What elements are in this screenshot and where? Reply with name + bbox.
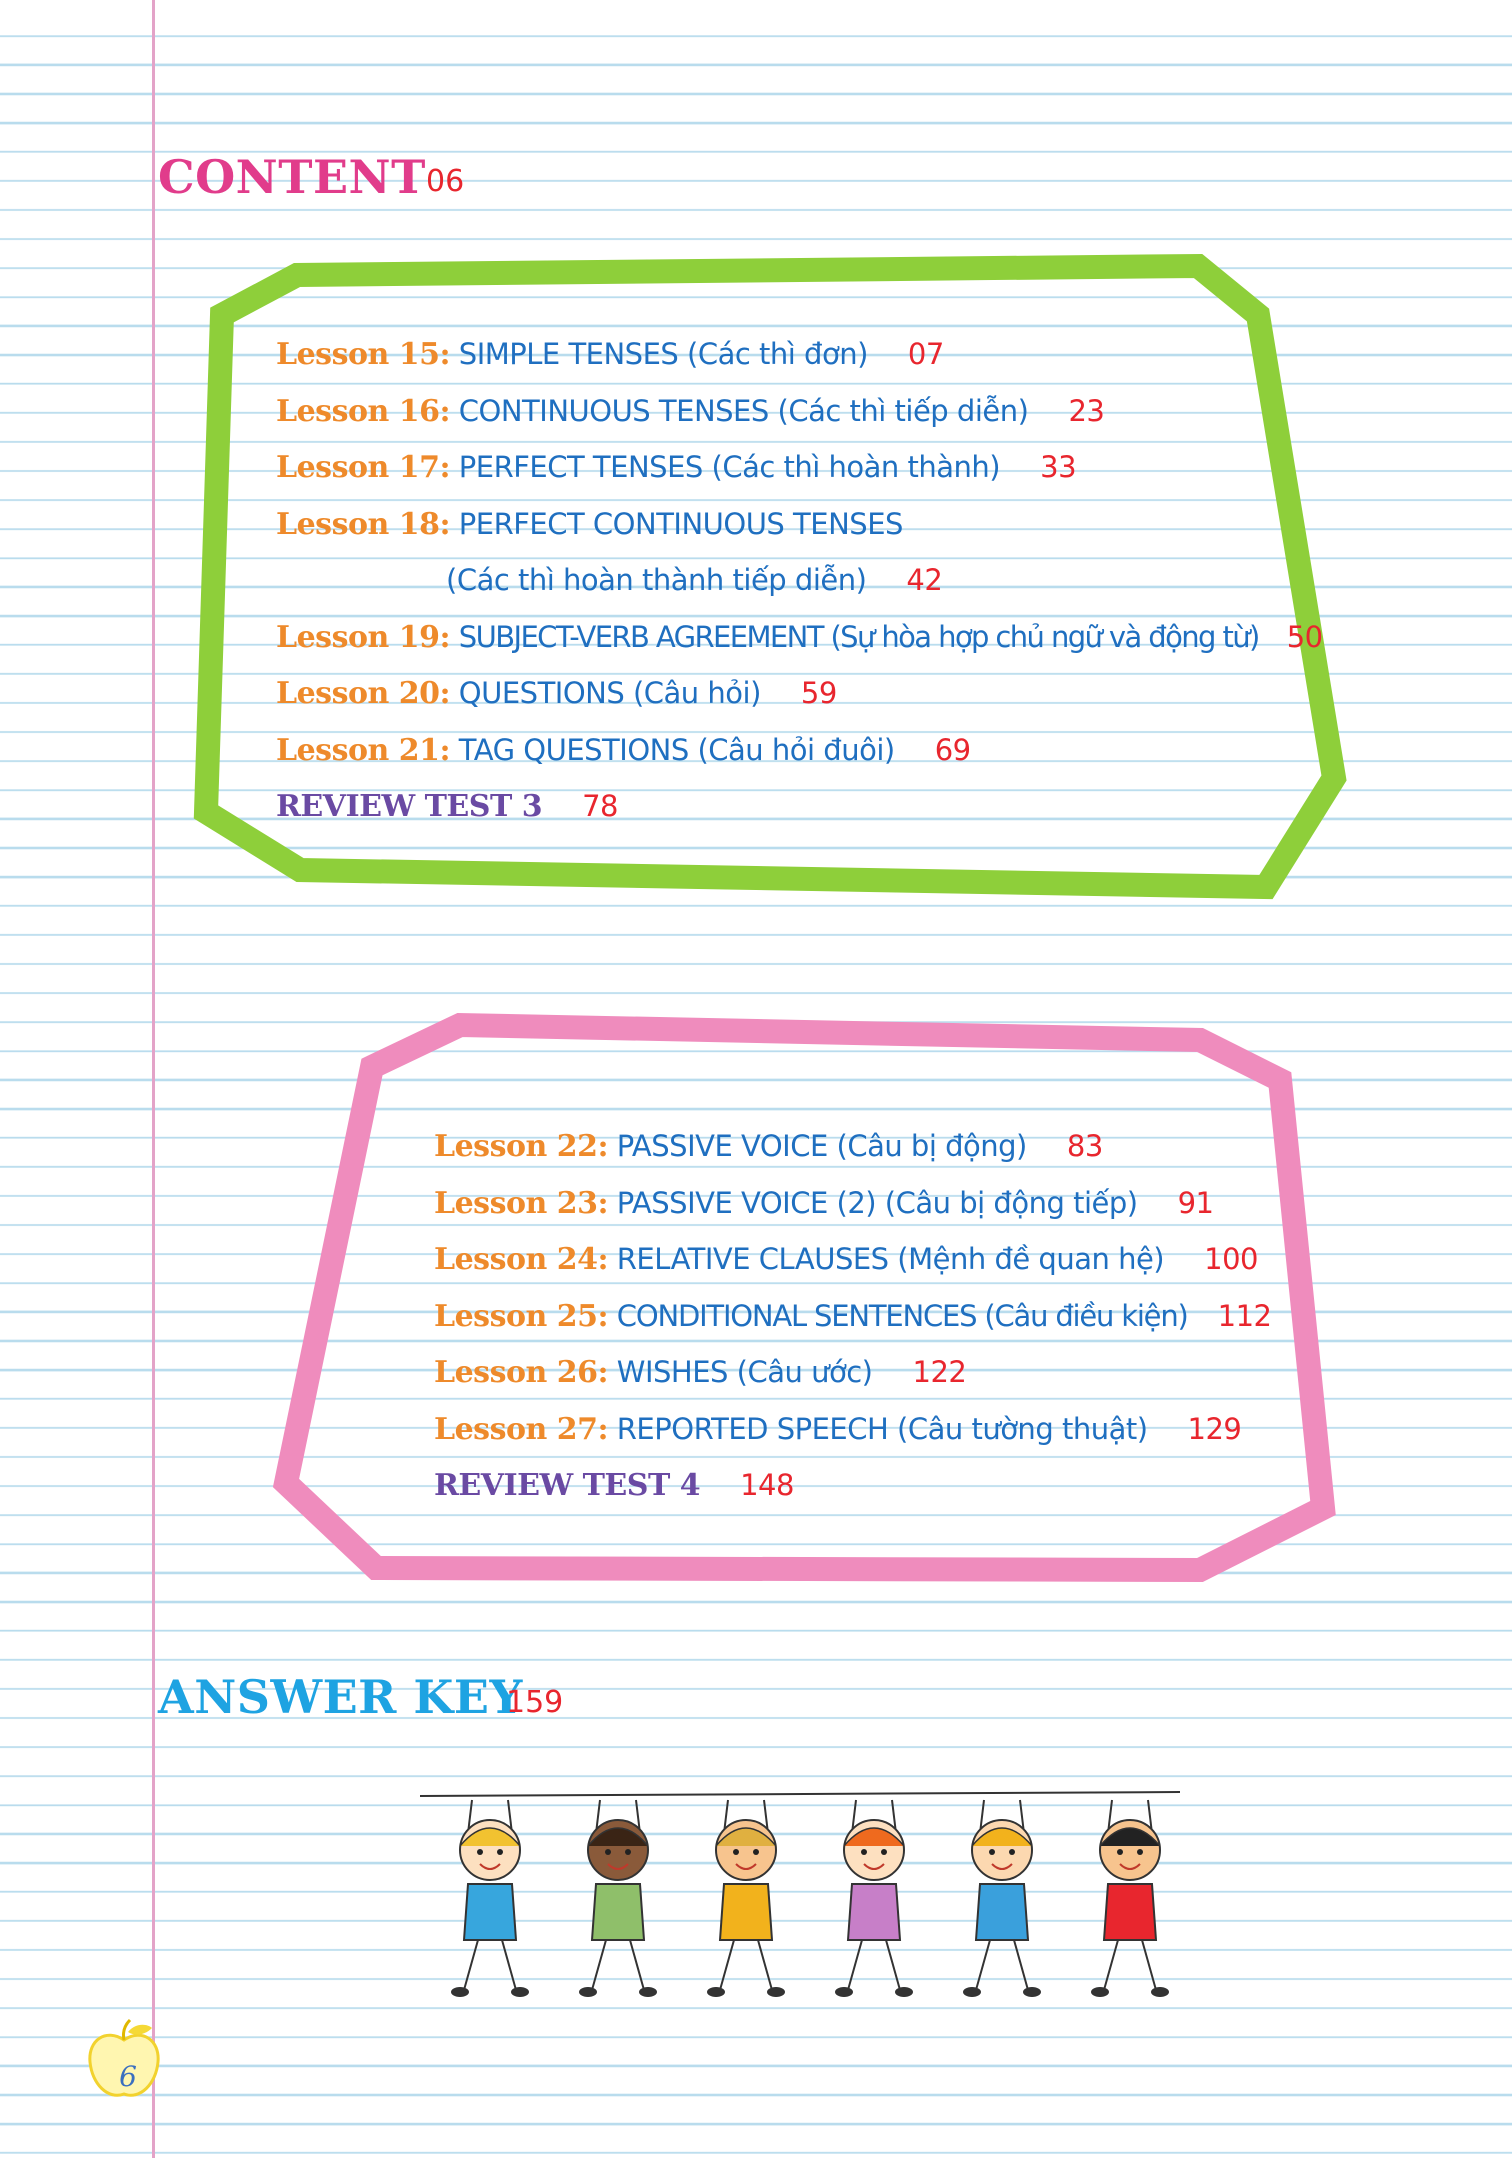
lesson-page: 33 bbox=[1040, 450, 1077, 484]
kid-figure bbox=[707, 1800, 785, 1997]
kids-group bbox=[451, 1800, 1169, 1997]
lesson-topic: (Các thì hoàn thành tiếp diễn) bbox=[446, 563, 867, 597]
lesson-label: Lesson 27: bbox=[434, 1411, 609, 1447]
lesson-page: 122 bbox=[912, 1355, 967, 1389]
toc-row-lesson-15[interactable] bbox=[276, 326, 1323, 383]
content-heading: CONTENT bbox=[158, 150, 426, 204]
lesson-label: Lesson 26: bbox=[434, 1355, 609, 1390]
lesson-label: Lesson 19: bbox=[276, 619, 451, 655]
kid-figure bbox=[835, 1800, 913, 1997]
lesson-page: 91 bbox=[1177, 1185, 1214, 1220]
lesson-page: 129 bbox=[1187, 1411, 1242, 1446]
lesson-label: Lesson 25: bbox=[434, 1298, 609, 1334]
lesson-label: Lesson 23: bbox=[434, 1185, 609, 1221]
lesson-label: Lesson 17: bbox=[276, 450, 451, 485]
footer-page-number: 6 bbox=[119, 2060, 137, 2093]
kid-figure bbox=[1091, 1800, 1169, 1997]
lesson-topic: CONTINUOUS TENSES (Các thì tiếp diễn) bbox=[458, 393, 1029, 428]
lesson-page: 83 bbox=[1066, 1129, 1103, 1163]
kid-figure bbox=[451, 1800, 529, 1997]
lesson-topic: SUBJECT-VERB AGREEMENT (Sự hòa hợp chủ ngữ và động từ) bbox=[458, 619, 1259, 654]
toc-row-lesson-19[interactable] bbox=[276, 609, 1323, 666]
hanging-bar bbox=[420, 1792, 1180, 1796]
review-label: REVIEW TEST 3 bbox=[276, 789, 543, 824]
lesson-topic: CONDITIONAL SENTENCES (Câu điều kiện) bbox=[616, 1298, 1188, 1333]
lesson-topic: RELATIVE CLAUSES (Mệnh đề quan hệ) bbox=[616, 1242, 1165, 1276]
lesson-topic: REPORTED SPEECH (Câu tường thuật) bbox=[616, 1411, 1148, 1446]
toc-row-lesson-18-continued[interactable] bbox=[276, 552, 1323, 609]
lesson-label: Lesson 15: bbox=[276, 337, 451, 372]
answer-key-page-number: 159 bbox=[506, 1685, 564, 1720]
toc-section-b bbox=[434, 1118, 1271, 1514]
lesson-topic: PERFECT CONTINUOUS TENSES bbox=[458, 506, 903, 541]
lesson-page: 59 bbox=[800, 676, 837, 710]
toc-row-review-test-4[interactable] bbox=[434, 1457, 1271, 1514]
lesson-topic: PERFECT TENSES (Các thì hoàn thành) bbox=[458, 450, 1001, 484]
kid-figure bbox=[963, 1800, 1041, 1997]
lesson-label: Lesson 18: bbox=[276, 506, 451, 542]
toc-row-lesson-20[interactable] bbox=[276, 665, 1323, 722]
hanging-kids-illustration bbox=[420, 1780, 1190, 2020]
lesson-page: 07 bbox=[907, 337, 944, 371]
lesson-topic: WISHES (Câu ước) bbox=[616, 1355, 873, 1389]
lesson-page: 100 bbox=[1204, 1242, 1258, 1276]
toc-row-lesson-18[interactable] bbox=[276, 496, 1323, 553]
review-page: 78 bbox=[582, 789, 619, 823]
lesson-label: Lesson 16: bbox=[276, 393, 451, 429]
review-label: REVIEW TEST 4 bbox=[434, 1468, 701, 1503]
kid-figure bbox=[579, 1800, 657, 1997]
lesson-label: Lesson 21: bbox=[276, 732, 451, 768]
lesson-topic: PASSIVE VOICE (Câu bị động) bbox=[616, 1129, 1027, 1163]
lesson-page: 69 bbox=[934, 732, 971, 767]
lesson-topic: TAG QUESTIONS (Câu hỏi đuôi) bbox=[458, 732, 895, 767]
toc-row-lesson-22[interactable] bbox=[434, 1118, 1271, 1175]
lesson-page: 112 bbox=[1217, 1298, 1272, 1333]
lesson-topic: SIMPLE TENSES (Các thì đơn) bbox=[458, 337, 868, 371]
toc-section-a bbox=[276, 326, 1323, 835]
lesson-label: Lesson 22: bbox=[434, 1129, 609, 1164]
lesson-page: 23 bbox=[1068, 393, 1105, 428]
toc-row-lesson-27[interactable] bbox=[434, 1401, 1271, 1458]
toc-row-lesson-25[interactable] bbox=[434, 1288, 1271, 1345]
lesson-page: 42 bbox=[906, 563, 943, 597]
lesson-topic: QUESTIONS (Câu hỏi) bbox=[458, 676, 761, 710]
lesson-label: Lesson 24: bbox=[434, 1242, 609, 1277]
lesson-page: 50 bbox=[1286, 619, 1323, 654]
lesson-topic: PASSIVE VOICE (2) (Câu bị động tiếp) bbox=[616, 1185, 1138, 1220]
answer-key-heading: ANSWER KEY bbox=[158, 1670, 523, 1724]
toc-row-lesson-16[interactable] bbox=[276, 383, 1323, 440]
toc-row-lesson-26[interactable] bbox=[434, 1344, 1271, 1401]
review-page: 148 bbox=[740, 1468, 794, 1502]
content-page-number: 06 bbox=[426, 164, 465, 199]
toc-row-review-test-3[interactable] bbox=[276, 778, 1323, 835]
lesson-label: Lesson 20: bbox=[276, 676, 451, 711]
toc-row-lesson-23[interactable] bbox=[434, 1175, 1271, 1232]
toc-row-lesson-17[interactable] bbox=[276, 439, 1323, 496]
toc-row-lesson-21[interactable] bbox=[276, 722, 1323, 779]
toc-row-lesson-24[interactable] bbox=[434, 1231, 1271, 1288]
